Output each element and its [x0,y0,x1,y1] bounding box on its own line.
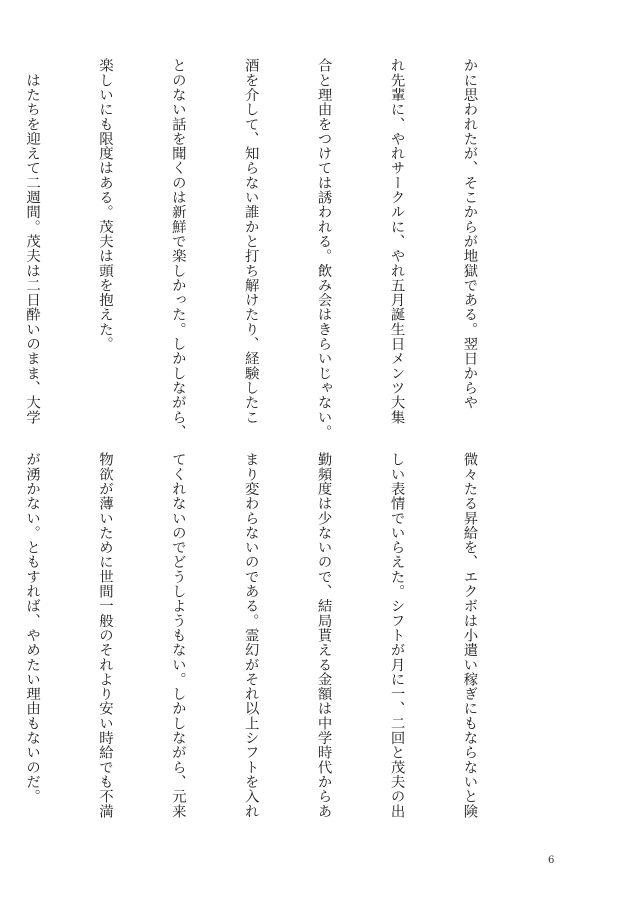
text-line: かに思われたが、そこからが地獄である。翌日からや [461,58,478,410]
text-line: 微々たる昇給を、エクボは小遣い稼ぎにもならないと険 [461,452,478,819]
text-line: てくれないのでどうしようもない。しかしながら、元来 [169,452,186,819]
text-line: 合と理由をつけては誘われる。飲み会はきらいじゃない。 [315,58,332,439]
text-line: はたちを迎えて二週間。茂夫は二日酔いのまま、大学 [24,58,41,425]
text-block-bottom [24,452,530,847]
text-line: 酒を介して、知らない誰かと打ち解けたり、経験したこ [242,58,259,425]
text-line: とのない話を聞くのは新鮮で楽しかった。しかしながら、 [169,58,186,439]
text-line: が湧かない。ともすれば、やめたい理由もないのだ。 [24,452,41,804]
page-number: 6 [548,855,555,866]
text-line: しい表情でいらえた。シフトが月に一、二回と茂夫の出 [388,452,405,819]
text-line: れ先輩に、やれサークルに、やれ五月誕生日メンツ大集 [388,58,405,425]
text-line: まり変わらないのである。霊幻がそれ以上シフトを入れ [242,452,259,819]
text-line: 物欲が薄いために世間一般のそれより安い時給でも不満 [96,452,113,819]
text-line: 楽しいにも限度はある。茂夫は頭を抱えた。 [96,58,113,351]
text-block-top [24,58,530,439]
text-line: 勤頻度は少ないので、結局貰える金額は中学時代からあ [315,452,332,819]
